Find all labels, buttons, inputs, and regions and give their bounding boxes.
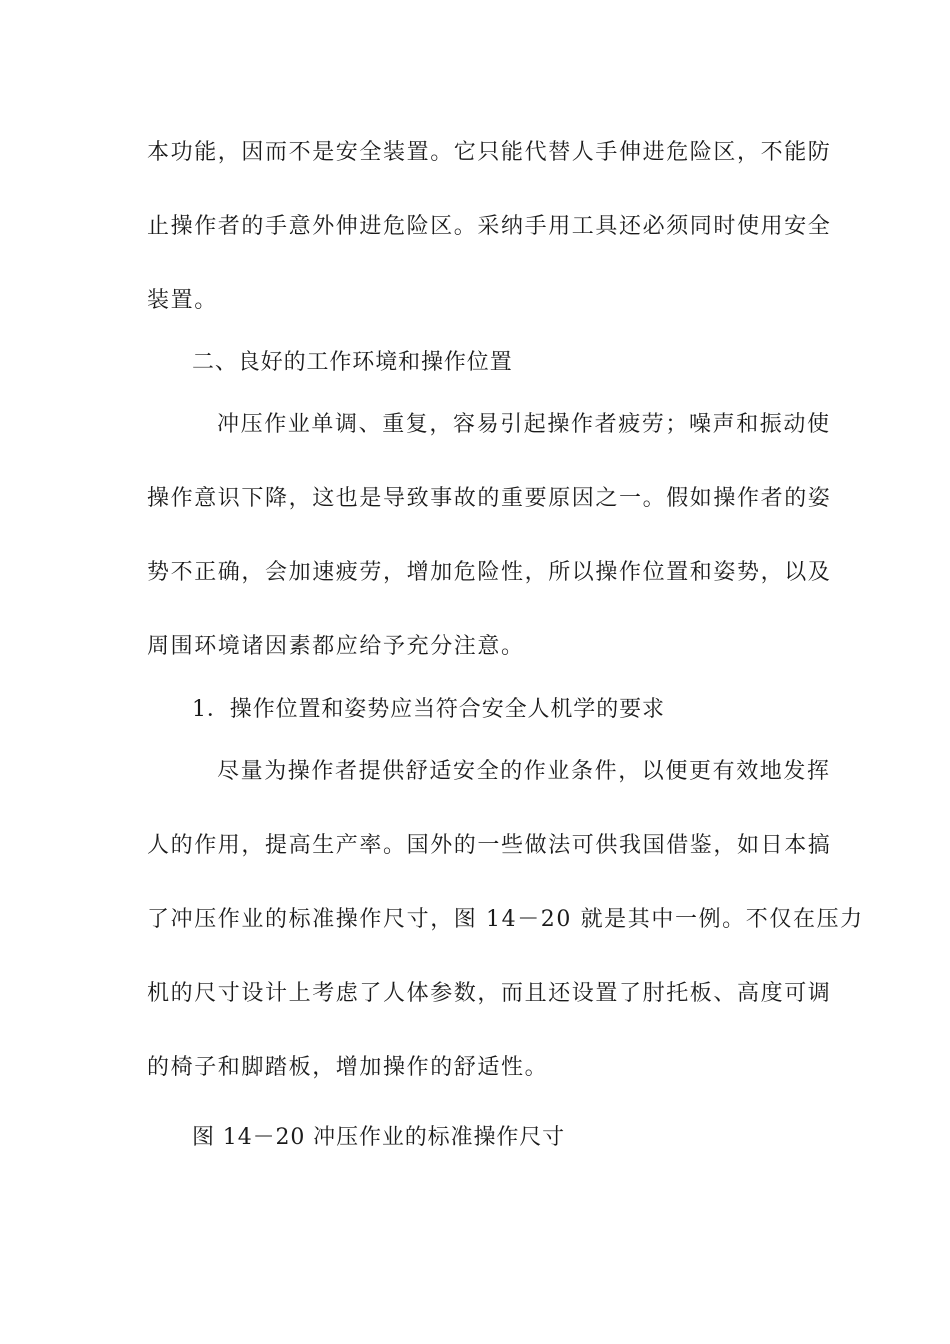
- paragraph-line: 人的作用，提高生产率。国外的一些做法可供我国借鉴，如日本搞: [147, 833, 832, 858]
- figure-caption: 图 14－20 冲压作业的标准操作尺寸: [192, 1125, 566, 1150]
- section-heading: 二、良好的工作环境和操作位置: [192, 350, 513, 375]
- paragraph-line: 机的尺寸设计上考虑了人体参数，而且还设置了肘托板、高度可调: [147, 981, 832, 1006]
- paragraph-line: 装置。: [147, 288, 218, 313]
- paragraph-line: 了冲压作业的标准操作尺寸，图 14－20 就是其中一例。不仅在压力: [147, 907, 864, 932]
- paragraph-line: 冲压作业单调、重复，容易引起操作者疲劳；噪声和振动使: [217, 412, 831, 437]
- paragraph-line: 止操作者的手意外伸进危险区。采纳手用工具还必须同时使用安全: [147, 214, 832, 239]
- paragraph-line: 尽量为操作者提供舒适安全的作业条件，以便更有效地发挥: [217, 759, 831, 784]
- paragraph-line: 操作意识下降，这也是导致事故的重要原因之一。假如操作者的姿: [147, 486, 832, 511]
- paragraph-line: 周围环境诸因素都应给予充分注意。: [147, 634, 525, 659]
- paragraph-line: 的椅子和脚踏板，增加操作的舒适性。: [147, 1055, 549, 1080]
- paragraph-line: 势不正确，会加速疲劳，增加危险性，所以操作位置和姿势，以及: [147, 560, 832, 585]
- paragraph-line: 本功能，因而不是安全装置。它只能代替人手伸进危险区，不能防: [147, 140, 832, 165]
- subsection-heading: 1．操作位置和姿势应当符合安全人机学的要求: [192, 697, 665, 722]
